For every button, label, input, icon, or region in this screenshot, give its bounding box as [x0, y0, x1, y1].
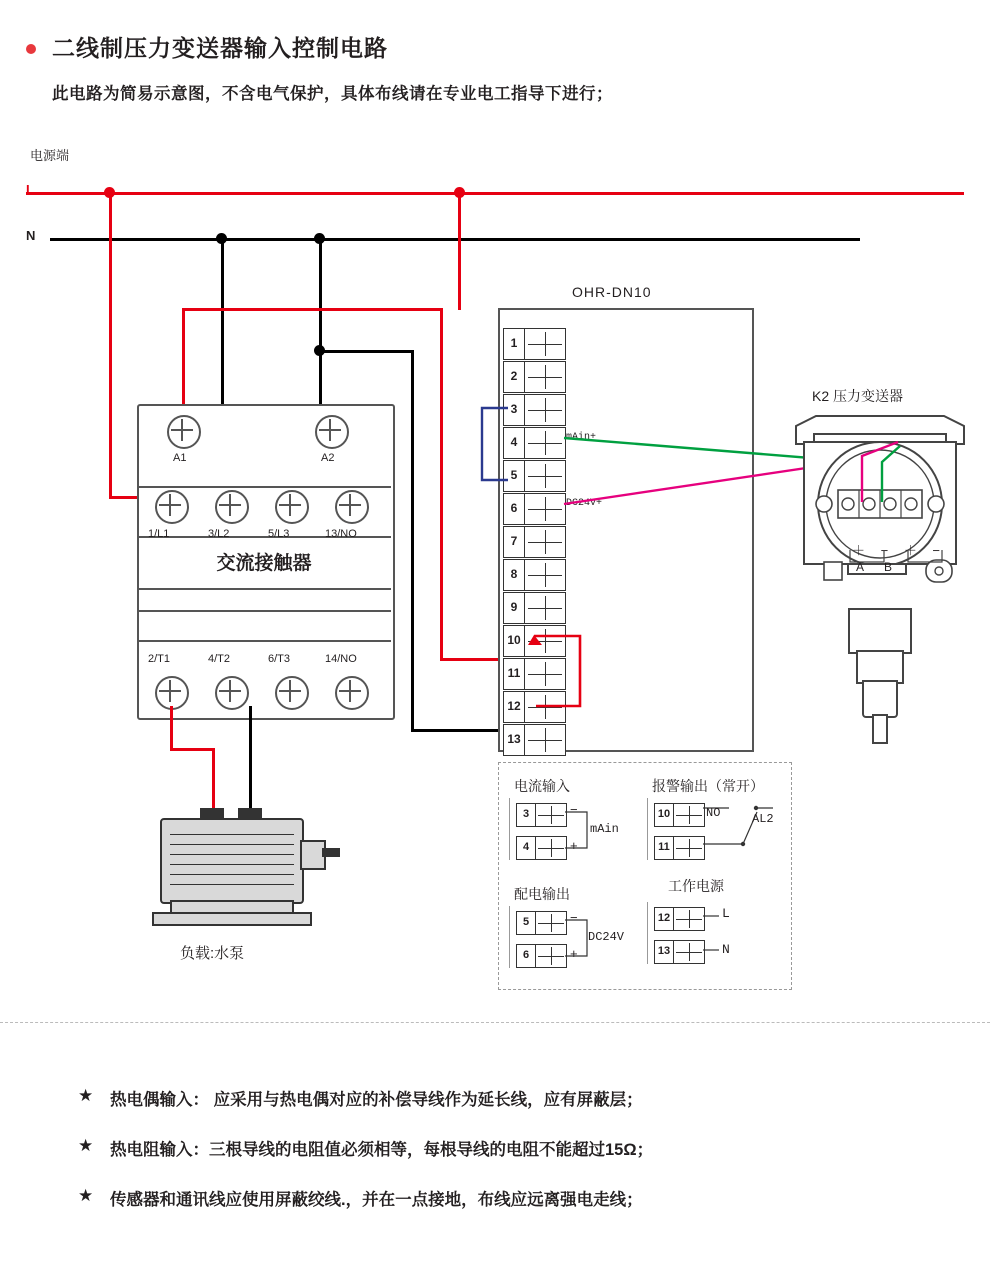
- legend-divider: [647, 902, 648, 964]
- transmitter-terminal-A-label: A: [856, 560, 865, 574]
- note-text: 热电阻输入：三根导线的电阻值必须相等，每根导线的电阻不能超过15Ω；: [110, 1141, 654, 1159]
- legend-terminal-number: 13: [654, 940, 674, 964]
- motor-wire-red-v2: [212, 748, 215, 814]
- terminal-number: 8: [503, 559, 525, 591]
- terminal-number: 3: [503, 394, 525, 426]
- legend-sign: −: [570, 802, 578, 817]
- transmitter-terminal-signs: ＋ − ＋ −: [852, 543, 947, 558]
- terminal-4T2-label: 4/T2: [208, 653, 231, 665]
- transmitter-process-connection: [862, 680, 898, 718]
- terminal-5L3-label: 5/L3: [268, 528, 290, 540]
- device-11-red-wire: [440, 658, 505, 661]
- page-subtitle: 此电路为简易示意图，不含电气保护，具体布线请在专业电工指导下进行；: [52, 85, 613, 103]
- terminal-3L2: [215, 490, 249, 524]
- contactor-divider: [137, 588, 391, 590]
- legend-sign: L: [722, 906, 730, 921]
- motor-foot: [152, 912, 312, 926]
- legend-terminal-block: [535, 836, 567, 860]
- device-terminal-row[interactable]: [503, 460, 565, 490]
- device-terminal-row[interactable]: [503, 559, 565, 589]
- terminal-screw-block: [524, 361, 566, 393]
- terminal-A2-label: A2: [321, 452, 335, 464]
- legend-current-signal: mAin: [590, 822, 619, 836]
- terminal-number: 5: [503, 460, 525, 492]
- legend-work-power-title: 工作电源: [668, 878, 724, 894]
- terminal-number: 2: [503, 361, 525, 393]
- terminal-13NO: [335, 490, 369, 524]
- device-model-label: OHR-DN10: [572, 284, 652, 300]
- terminal-screw-block: [524, 328, 566, 360]
- motor-wire-black: [249, 706, 252, 816]
- L-to-contactor-wire-v: [109, 192, 112, 496]
- terminal-number: 9: [503, 592, 525, 624]
- terminal-number: 1: [503, 328, 525, 360]
- L-branch-wire: [458, 192, 461, 310]
- section-divider: [0, 1022, 990, 1023]
- red-jumper-wire: [528, 628, 590, 714]
- device-terminal-row[interactable]: [503, 493, 565, 523]
- coil-red-wire-h: [182, 308, 442, 311]
- terminal-13NO-label: 13/NO: [325, 528, 357, 540]
- terminal-2T1-label: 2/T1: [148, 653, 171, 665]
- transmitter-terminal-brackets: [846, 548, 956, 570]
- terminal-3L2-label: 3/L2: [208, 528, 230, 540]
- terminal-A1-label: A1: [173, 452, 187, 464]
- terminal-number: 12: [503, 691, 525, 723]
- motor-wire-red-h: [170, 748, 214, 751]
- terminal-6T3: [275, 676, 309, 710]
- terminal-A1: [167, 415, 201, 449]
- device-dc24v-label: DC24V+: [566, 498, 603, 509]
- transmitter-tip: [872, 714, 888, 744]
- legend-alarm-contact-label: NO: [706, 806, 721, 820]
- device-terminal-row[interactable]: [503, 592, 565, 622]
- terminal-14NO: [335, 676, 369, 710]
- legend-terminal-number: 6: [516, 944, 536, 968]
- legend-terminal-number: 12: [654, 907, 674, 931]
- transmitter-wires: [856, 436, 946, 508]
- legend-terminal-number: 11: [654, 836, 674, 860]
- transmitter-stem: [848, 608, 912, 654]
- legend-power-signal: DC24V: [588, 930, 625, 944]
- transmitter-title: K2 压力变送器: [812, 388, 904, 404]
- legend-terminal-block: [535, 944, 567, 968]
- terminal-number: 10: [503, 625, 525, 657]
- load-label: 负载:水泵: [180, 945, 245, 962]
- device-N-wire-h: [319, 350, 414, 353]
- device-mAin-label: mAin+: [566, 432, 597, 443]
- device-N-wire-v: [411, 350, 414, 730]
- page-title: 二线制压力变送器输入控制电路: [52, 35, 388, 61]
- terminal-A2: [315, 415, 349, 449]
- terminal-5L3: [275, 490, 309, 524]
- line-N-wire: [50, 238, 860, 241]
- line-L-label: L: [26, 182, 34, 197]
- legend-terminal-block: [535, 911, 567, 935]
- contactor-divider: [137, 486, 391, 488]
- legend-terminal-number: 3: [516, 803, 536, 827]
- legend-divider: [509, 798, 510, 860]
- motor-body: [160, 818, 304, 904]
- legend-divider: [509, 906, 510, 968]
- terminal-number: 4: [503, 427, 525, 459]
- legend-terminal-block: [535, 803, 567, 827]
- legend-power-output-title: 配电输出: [514, 886, 570, 902]
- legend-terminal-number: 4: [516, 836, 536, 860]
- transmitter-terminal-B-label: B: [884, 560, 893, 574]
- legend-terminal-block: [673, 907, 705, 931]
- terminal-4T2: [215, 676, 249, 710]
- contactor-divider: [137, 640, 391, 642]
- blue-jumper-wire: [476, 400, 510, 490]
- legend-alarm-signal: AL2: [752, 812, 774, 826]
- legend-terminal-block: [673, 940, 705, 964]
- device-terminal-row[interactable]: [503, 427, 565, 457]
- terminal-number: 11: [503, 658, 525, 690]
- note-star-icon: ★: [78, 1186, 94, 1205]
- note-text: 传感器和通讯线应使用屏蔽绞线.，并在一点接地，布线应远离强电走线；: [110, 1191, 643, 1209]
- legend-sign: +: [570, 946, 578, 961]
- device-terminal-row[interactable]: [503, 526, 565, 556]
- terminal-screw-block: [524, 559, 566, 591]
- transmitter-neck: [856, 650, 904, 684]
- device-terminal-row[interactable]: [503, 394, 565, 424]
- motor-shaft: [322, 848, 340, 857]
- note-star-icon: ★: [78, 1086, 94, 1105]
- note-text: 热电偶输入： 应采用与热电偶对应的补偿导线作为延长线，应有屏蔽层；: [110, 1091, 643, 1109]
- note-star-icon: ★: [78, 1136, 94, 1155]
- legend-alarm-output-title: 报警输出（常开）: [652, 778, 764, 794]
- legend-sign: +: [570, 838, 578, 853]
- device-terminal-row[interactable]: [503, 361, 565, 391]
- motor-wire-red-v: [170, 706, 173, 750]
- terminal-6T3-label: 6/T3: [268, 653, 291, 665]
- legend-divider: [647, 798, 648, 860]
- terminal-14NO-label: 14/NO: [325, 653, 357, 665]
- device-terminal-row[interactable]: [503, 724, 565, 754]
- terminal-2T1: [155, 676, 189, 710]
- terminal-number: 13: [503, 724, 525, 756]
- line-L-wire: [26, 192, 964, 195]
- device-13-wire: [411, 729, 503, 732]
- legend-terminal-block: [673, 803, 705, 827]
- terminal-screw-block: [524, 724, 566, 756]
- terminal-number: 7: [503, 526, 525, 558]
- power-source-label: 电源端: [30, 148, 70, 163]
- legend-current-input-title: 电流输入: [514, 778, 570, 794]
- legend-terminal-number: 5: [516, 911, 536, 935]
- contact-red-wire-v: [440, 308, 443, 658]
- terminal-number: 6: [503, 493, 525, 525]
- legend-sign: N: [722, 942, 730, 957]
- terminal-1L1-label: 1/L1: [148, 528, 170, 540]
- bullet-icon: [26, 44, 36, 54]
- terminal-screw-block: [524, 592, 566, 624]
- legend-bracket: [703, 910, 733, 960]
- legend-terminal-block: [673, 836, 705, 860]
- legend-sign: −: [570, 910, 578, 925]
- device-terminal-row[interactable]: [503, 328, 565, 358]
- legend-terminal-number: 10: [654, 803, 674, 827]
- line-N-label: N: [26, 228, 36, 243]
- contactor-name: 交流接触器: [216, 553, 312, 574]
- terminal-1L1: [155, 490, 189, 524]
- contactor-divider: [137, 610, 391, 612]
